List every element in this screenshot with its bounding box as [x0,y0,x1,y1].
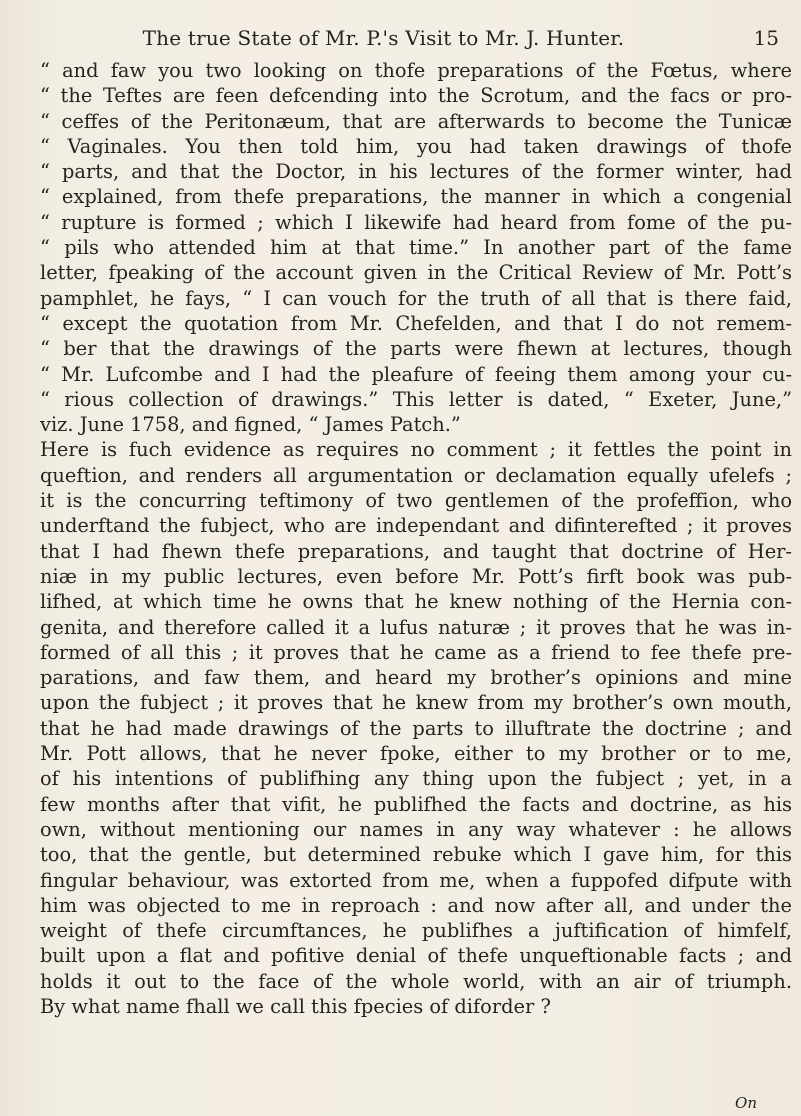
text-line: upon the fubject ; it proves that he knew from my brother’s own mouth, [40,691,792,715]
text-line: queftion, and renders all argumentation or declamation equally ufelefs ; [40,463,792,487]
text-line: “ explained, from thefe preparations, the manner in which a congenial [40,185,792,209]
text-line: viz. June 1758, and figned, “ James Patch.” [40,413,461,437]
text-line: holds it out to the face of the whole world, with an air of triumph. [40,969,792,993]
text-line: “ rupture is formed ; which I likewife had heard from fome of the pu- [40,210,792,234]
text-line: Here is fuch evidence as requires no comment ; it fettles the point in [40,438,792,462]
text-line: “ and faw you two looking on thofe preparations of the Fœtus, where [40,59,792,82]
text-line: “ parts, and that the Doctor, in his lectures of the former winter, had [40,160,792,184]
text-line: niæ in my public lectures, even before Mr. Pott’s firft book was pub- [40,564,792,588]
text-line: formed of all this ; it proves that he came as a friend to fee thefe pre- [40,640,792,664]
running-title: The true State of Mr. P.'s Visit to Mr. J. Hunter. [142,26,625,50]
text-line: of his intentions of publifhing any thing upon the fubject ; yet, in a [40,767,792,791]
text-line: “ ceffes of the Peritonæum, that are afterwards to become the Tunicæ [40,109,792,133]
text-line: pamphlet, he fays, “ I can vouch for the truth of all that is there faid, [40,286,792,310]
running-header [28,22,779,52]
text-line: that he had made drawings of the parts to illuftrate the doctrine ; and [40,716,792,740]
text-line: few months after that vifit, he publifhed the facts and doctrine, as his [40,792,792,816]
text-line: parations, and faw them, and heard my brother’s opinions and mine [40,666,792,690]
text-line: “ Vaginales. You then told him, you had taken drawings of thofe [40,134,792,158]
text-line: “ the Teftes are feen defcending into the Scrotum, and the facs or pro- [40,84,792,108]
text-line: own, without mentioning our names in any way whatever : he allows [40,817,792,841]
text-line: By what name fhall we call this fpecies of diforder ? [40,994,551,1018]
text-line: genita, and therefore called it a lufus naturæ ; it proves that he was in- [40,615,792,639]
text-line: fingular behaviour, was extorted from me, when a fuppofed difpute with [40,868,792,892]
text-line: him was objected to me in reproach : and now after all, and under the [40,893,792,917]
text-line: too, that the gentle, but determined rebuke which I gave him, for this [40,843,792,867]
text-line: built upon a flat and pofitive denial of thefe unqueftionable facts ; and [40,944,792,968]
catchword: On [735,1094,757,1112]
body-text [40,58,792,1019]
text-line: that I had fhewn thefe preparations, and taught that doctrine of Her- [40,539,792,563]
text-line: underftand the fubject, who are independant and difinterefted ; it proves [40,514,792,538]
text-line: lifhed, at which time he owns that he knew nothing of the Hernia con- [40,590,792,614]
text-line: Mr. Pott allows, that he never fpoke, either to my brother or to me, [40,742,792,766]
text-line: weight of thefe circumftances, he publifhes a juftification of himfelf, [40,919,792,943]
text-line: it is the concurring teftimony of two gentlemen of the profeffion, who [40,489,792,513]
text-line: “ rious collection of drawings.” This letter is dated, “ Exeter, June,” [40,387,792,411]
text-line: “ Mr. Lufcombe and I had the pleafure of feeing them among your cu- [40,362,792,386]
text-line: letter, fpeaking of the account given in the Critical Review of Mr. Pott’s [40,261,792,285]
text-line: “ pils who attended him at that time.” In another part of the fame [40,236,792,260]
text-line: “ except the quotation from Mr. Chefelden, and that I do not remem- [40,311,792,335]
page-number: 15 [753,26,779,50]
text-line: “ ber that the drawings of the parts were fhewn at lectures, though [40,337,792,361]
